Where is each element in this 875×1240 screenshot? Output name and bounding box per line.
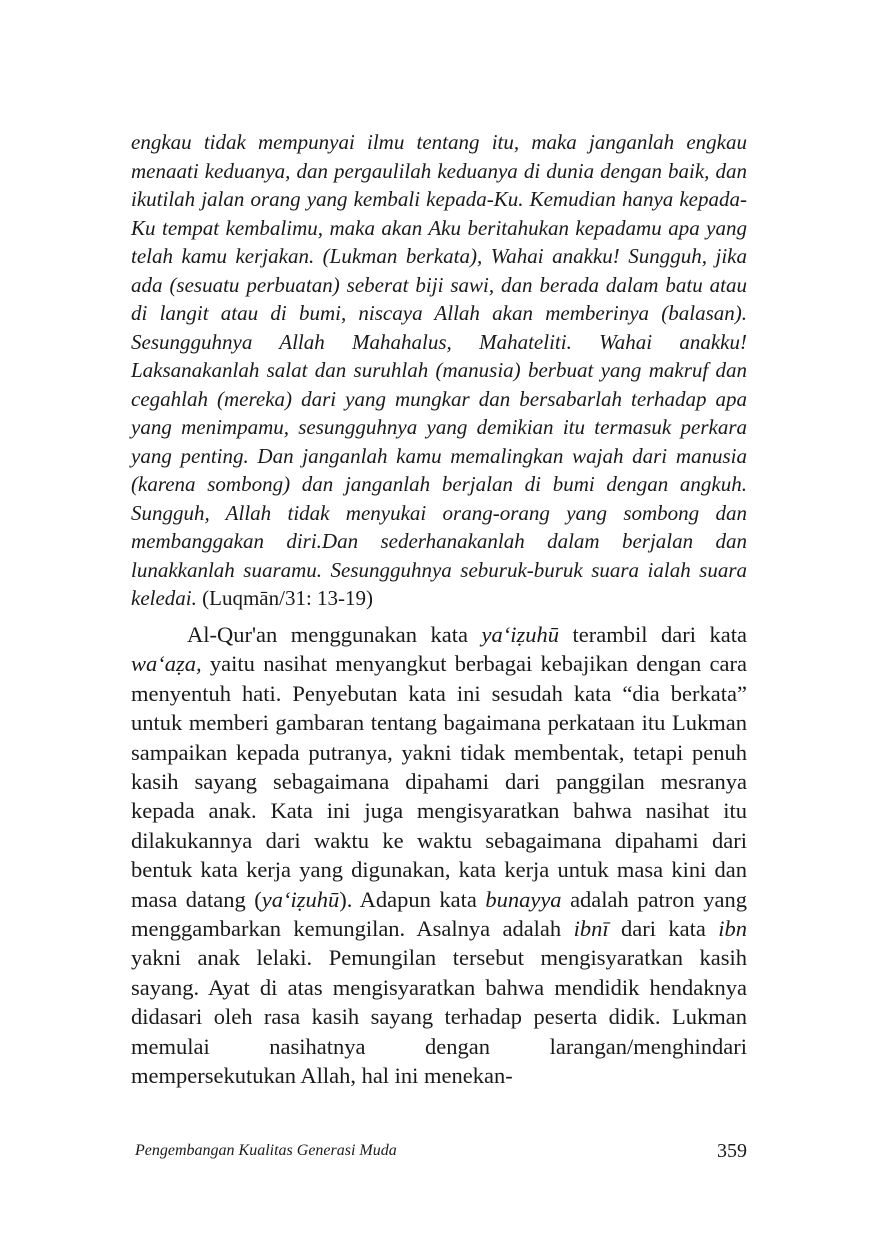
para-text: terambil dari kata bbox=[559, 622, 747, 647]
para-text: ). Adapun kata bbox=[339, 886, 486, 912]
running-title: Pengembangan Kualitas Generasi Muda bbox=[135, 1142, 397, 1159]
arabic-term: ya‘iẓuhū bbox=[481, 622, 560, 647]
para-text: adalah patron yang menggambarkan kemungilan. Asalnya adalah bbox=[131, 886, 748, 942]
quote-citation: (Luqmān/31: 13-19) bbox=[202, 586, 374, 610]
para-text: Al-Qur'an menggunakan kata bbox=[187, 622, 482, 647]
body-paragraph bbox=[131, 620, 747, 1091]
quote-text: engkau tidak mempunyai ilmu tentang itu, maka janganlah engkau menaati keduanya, dan pergaulilah keduanya di dunia dengan baik, dan ikutilah jalan orang yang kembali kepada-Ku. Kemudian hanya kepada-Ku tempat kembalimu, maka akan Aku beritahukan kepadamu apa yang telah kamu kerjakan. (Lukman berkata), Wahai anakku! Sungguh, jika ada (sesuatu perbuatan) seberat biji sawi, dan berada dalam batu atau di langit atau di bumi, niscaya Allah akan memberinya (balasan). Sesungguhnya Allah Mahahalus, Mahateliti. Wahai anakku! Laksanakanlah salat dan suruhlah (manusia) berbuat yang makruf dan cegahlah (mereka) dari yang mungkar dan bersabarlah terhadap apa yang menimpamu, sesungguhnya yang demikian itu termasuk perkara yang penting. Dan janganlah kamu memalingkan wajah dari manusia (karena sombong) dan janganlah berjalan di bumi dengan angkuh. Sungguh, Allah tidak menyukai orang-orang yang sombong dan membanggakan diri.Dan sederhanakanlah dalam berjalan dan lunakkanlah suaramu. Sesungguhnya seburuk-buruk suara ialah suara keledai. bbox=[131, 130, 747, 610]
arabic-term: ibnī bbox=[573, 916, 609, 942]
arabic-term: bunayya bbox=[485, 886, 562, 912]
para-text: yaitu nasihat menyangkut berbagai kebajikan dengan cara menyentuh hati. Penyebutan kata ini sesudah kata “dia berkata” untuk memberi gambaran tentang bagaimana perkataan itu Lukman sampaikan kepada putranya, yakni tidak membentak, tetapi penuh kasih sayang sebagaimana dipahami dari panggilan mesranya kepada anak. Kata ini juga mengisyaratkan bahwa nasihat itu dilakukannya dari waktu ke waktu sebagaimana dipahami dari bentuk kata kerja yang digunakan, kata kerja untuk masa kini dan masa datang ( bbox=[131, 651, 747, 912]
page-footer bbox=[131, 1140, 747, 1168]
para-text: dari kata bbox=[608, 916, 719, 942]
arabic-term: ya‘iẓuhū bbox=[261, 886, 340, 912]
arabic-term: wa‘aẓa, bbox=[131, 651, 202, 677]
page-number: 359 bbox=[717, 1140, 747, 1162]
quran-quote bbox=[131, 128, 747, 613]
arabic-term: ibn bbox=[718, 916, 747, 942]
para-text: yakni anak lelaki. Pemungilan tersebut mengisyaratkan kasih sayang. Ayat di atas mengisyaratkan bahwa mendidik hendaknya didasari oleh rasa kasih sayang terhadap peserta didik. Lukman memulai nasihatnya dengan larangan/menghindari mempersekutukan Allah, hal ini menekan- bbox=[131, 945, 747, 1089]
